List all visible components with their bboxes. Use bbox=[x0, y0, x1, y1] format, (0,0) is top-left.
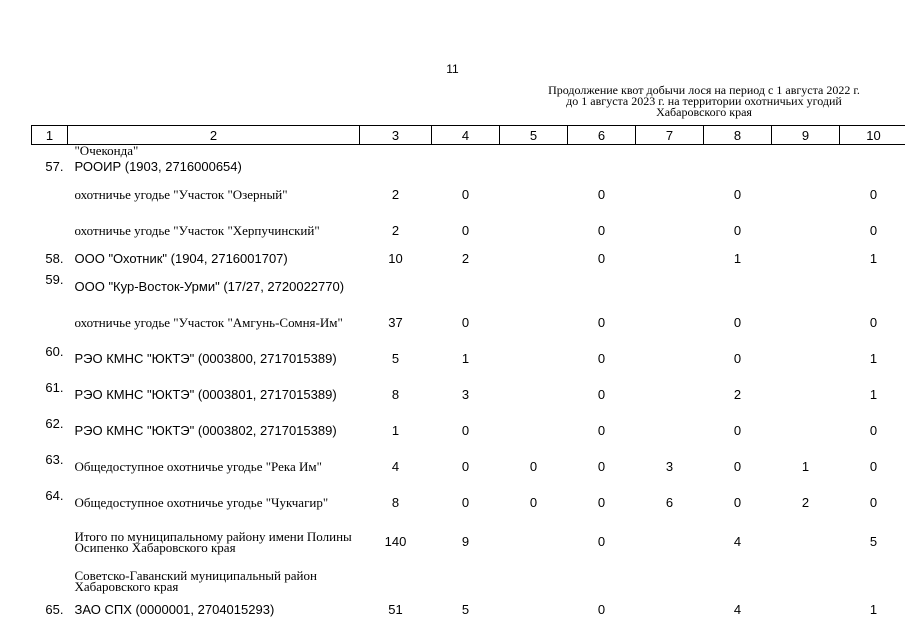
row-number: 58. bbox=[45, 250, 64, 266]
value-cell-col3: 51 bbox=[388, 601, 403, 617]
value-cell-col8: 4 bbox=[733, 601, 742, 617]
value-cell-col5: 0 bbox=[529, 494, 538, 510]
value-cell-col5 bbox=[500, 304, 568, 340]
value-cell-col10 bbox=[840, 156, 905, 176]
value-cell-col7 bbox=[636, 156, 704, 176]
value-cell-col7 bbox=[636, 145, 704, 157]
value-cell-col8: 0 bbox=[733, 350, 742, 366]
value-cell-col7 bbox=[636, 412, 704, 448]
value-cell-col3: 5 bbox=[391, 350, 400, 366]
value-cell-col6 bbox=[568, 563, 636, 599]
table-row bbox=[32, 156, 905, 176]
header-cell: 1 bbox=[32, 126, 68, 145]
value-cell-col9: 1 bbox=[801, 458, 810, 474]
value-cell-col6: 0 bbox=[597, 458, 606, 474]
value-cell-col9 bbox=[772, 340, 840, 376]
value-cell-col9: 2 bbox=[801, 494, 810, 510]
value-cell-col8: 1 bbox=[733, 250, 742, 266]
row-name: РООИР (1903, 2716000654) bbox=[74, 158, 242, 174]
value-cell-col8: 0 bbox=[733, 494, 742, 510]
header-cell: 6 bbox=[568, 126, 636, 145]
value-cell-col4: 0 bbox=[461, 186, 470, 202]
value-cell-col4: 0 bbox=[461, 422, 470, 438]
value-cell-col8 bbox=[704, 268, 772, 304]
value-cell-col4: 0 bbox=[461, 222, 470, 238]
table-row bbox=[32, 563, 905, 599]
table-row bbox=[32, 248, 905, 268]
value-cell-col8: 0 bbox=[733, 186, 742, 202]
value-cell-col4: 5 bbox=[461, 601, 470, 617]
row-number bbox=[32, 563, 68, 599]
value-cell-col7 bbox=[636, 376, 704, 412]
row-name: охотничье угодье "Участок "Амгунь-Сомня-Им" bbox=[74, 314, 343, 330]
value-cell-col10: 0 bbox=[869, 186, 878, 202]
value-cell-col9 bbox=[772, 176, 840, 212]
value-cell-col9 bbox=[772, 599, 840, 619]
value-cell-col5 bbox=[500, 145, 568, 157]
value-cell-col6: 0 bbox=[597, 314, 606, 330]
row-number: 65. bbox=[45, 601, 64, 617]
value-cell-col10: 1 bbox=[869, 350, 878, 366]
value-cell-col6: 0 bbox=[597, 222, 606, 238]
table-row bbox=[32, 448, 905, 484]
row-name: РЭО КМНС "ЮКТЭ" (0003800, 2717015389) bbox=[74, 350, 337, 366]
value-cell-col9 bbox=[772, 563, 840, 599]
value-cell-col10: 1 bbox=[869, 601, 878, 617]
value-cell-col6: 0 bbox=[597, 386, 606, 402]
table-row bbox=[32, 268, 905, 304]
row-number: 63. bbox=[45, 452, 64, 467]
row-name: РЭО КМНС "ЮКТЭ" (0003802, 2717015389) bbox=[74, 422, 337, 438]
value-cell-col9 bbox=[772, 156, 840, 176]
value-cell-col3: 10 bbox=[388, 250, 403, 266]
table-row bbox=[32, 412, 905, 448]
value-cell-col3: 2 bbox=[391, 186, 400, 202]
value-cell-col4 bbox=[432, 268, 500, 304]
value-cell-col8 bbox=[704, 563, 772, 599]
value-cell-col3: 2 bbox=[391, 222, 400, 238]
value-cell-col7: 6 bbox=[665, 494, 674, 510]
value-cell-col4: 1 bbox=[461, 350, 470, 366]
value-cell-col9 bbox=[772, 268, 840, 304]
value-cell-col10: 1 bbox=[869, 386, 878, 402]
value-cell-col6: 0 bbox=[597, 350, 606, 366]
value-cell-col9 bbox=[772, 248, 840, 268]
value-cell-col10: 1 bbox=[869, 250, 878, 266]
row-number bbox=[32, 145, 68, 157]
value-cell-col7 bbox=[636, 248, 704, 268]
table-row bbox=[32, 176, 905, 212]
table-subtitle: Продолжение квот добычи лося на период с 1 августа 2022 г. до 1 августа 2023 г. на территории охотничьих угодий Хабаровского края bbox=[548, 83, 860, 119]
value-cell-col6: 0 bbox=[597, 534, 606, 549]
value-cell-col5 bbox=[500, 156, 568, 176]
value-cell-col6: 0 bbox=[597, 186, 606, 202]
value-cell-col9 bbox=[772, 376, 840, 412]
value-cell-col10 bbox=[840, 563, 905, 599]
value-cell-col8: 4 bbox=[733, 534, 742, 549]
value-cell-col10: 0 bbox=[869, 314, 878, 330]
value-cell-col7 bbox=[636, 176, 704, 212]
row-number: 59. bbox=[45, 272, 64, 287]
row-name: РЭО КМНС "ЮКТЭ" (0003801, 2717015389) bbox=[74, 386, 337, 402]
value-cell-col7 bbox=[636, 304, 704, 340]
value-cell-col4: 3 bbox=[461, 386, 470, 402]
value-cell-col5 bbox=[500, 248, 568, 268]
row-number bbox=[32, 176, 68, 212]
row-name: Советско-Гаванский муниципальный район Хабаровского края bbox=[74, 568, 317, 594]
value-cell-col4 bbox=[432, 156, 500, 176]
value-cell-col9 bbox=[772, 145, 840, 157]
table-row bbox=[32, 484, 905, 520]
value-cell-col5 bbox=[500, 599, 568, 619]
row-name: охотничье угодье "Участок "Озерный" bbox=[74, 186, 288, 202]
header-cell: 8 bbox=[704, 126, 772, 145]
row-name: Общедоступное охотничье угодье "Чукчагир" bbox=[74, 494, 329, 510]
value-cell-col7 bbox=[636, 268, 704, 304]
header-cell: 2 bbox=[68, 126, 360, 145]
header-cell: 4 bbox=[432, 126, 500, 145]
value-cell-col3: 8 bbox=[391, 386, 400, 402]
value-cell-col10: 5 bbox=[869, 534, 878, 549]
header-cell: 3 bbox=[360, 126, 432, 145]
row-number bbox=[32, 304, 68, 340]
value-cell-col4: 0 bbox=[461, 494, 470, 510]
row-number bbox=[32, 212, 68, 248]
value-cell-col3: 140 bbox=[384, 534, 407, 549]
value-cell-col6: 0 bbox=[597, 250, 606, 266]
value-cell-col4: 2 bbox=[461, 250, 470, 266]
header-cell: 9 bbox=[772, 126, 840, 145]
value-cell-col7: 3 bbox=[665, 458, 674, 474]
value-cell-col7 bbox=[636, 599, 704, 619]
row-name: ЗАО СПХ (0000001, 2704015293) bbox=[74, 601, 275, 617]
row-number: 62. bbox=[45, 416, 64, 431]
value-cell-col7 bbox=[636, 340, 704, 376]
value-cell-col3 bbox=[360, 268, 432, 304]
value-cell-col6: 0 bbox=[597, 422, 606, 438]
value-cell-col7 bbox=[636, 563, 704, 599]
value-cell-col4: 9 bbox=[461, 534, 470, 549]
value-cell-col4: 0 bbox=[461, 458, 470, 474]
value-cell-col8: 0 bbox=[733, 222, 742, 238]
row-name: Общедоступное охотничье угодье "Река Им" bbox=[74, 458, 322, 474]
value-cell-col5 bbox=[500, 176, 568, 212]
value-cell-col3 bbox=[360, 563, 432, 599]
quota-table bbox=[31, 125, 905, 619]
value-cell-col10: 0 bbox=[869, 494, 878, 510]
value-cell-col5 bbox=[500, 412, 568, 448]
value-cell-col5 bbox=[500, 520, 568, 563]
value-cell-col6 bbox=[568, 156, 636, 176]
value-cell-col7 bbox=[636, 212, 704, 248]
header-cell: 5 bbox=[500, 126, 568, 145]
value-cell-col8: 2 bbox=[733, 386, 742, 402]
table-body bbox=[32, 145, 905, 620]
row-number bbox=[32, 520, 68, 563]
row-number: 60. bbox=[45, 344, 64, 359]
value-cell-col7 bbox=[636, 520, 704, 563]
row-name: ООО "Кур-Восток-Урми" (17/27, 2720022770) bbox=[74, 278, 345, 294]
table-row bbox=[32, 340, 905, 376]
table-row bbox=[32, 376, 905, 412]
value-cell-col5 bbox=[500, 563, 568, 599]
value-cell-col8 bbox=[704, 156, 772, 176]
table-row bbox=[32, 304, 905, 340]
value-cell-col9 bbox=[772, 520, 840, 563]
value-cell-col10 bbox=[840, 268, 905, 304]
table-row bbox=[32, 212, 905, 248]
value-cell-col8 bbox=[704, 145, 772, 157]
value-cell-col3: 4 bbox=[391, 458, 400, 474]
value-cell-col4: 0 bbox=[461, 314, 470, 330]
row-name: охотничье угодье "Участок "Херпучинский" bbox=[74, 222, 320, 238]
header-row bbox=[32, 126, 905, 145]
table-row bbox=[32, 599, 905, 619]
value-cell-col6: 0 bbox=[597, 494, 606, 510]
value-cell-col9 bbox=[772, 412, 840, 448]
row-number: 61. bbox=[45, 380, 64, 395]
value-cell-col5 bbox=[500, 340, 568, 376]
row-name: "Очеконда" bbox=[74, 143, 139, 158]
header-cell: 7 bbox=[636, 126, 704, 145]
value-cell-col6: 0 bbox=[597, 601, 606, 617]
value-cell-col10 bbox=[840, 145, 905, 157]
table-row bbox=[32, 520, 905, 563]
value-cell-col5 bbox=[500, 376, 568, 412]
value-cell-col5: 0 bbox=[529, 458, 538, 474]
value-cell-col8: 0 bbox=[733, 314, 742, 330]
value-cell-col5 bbox=[500, 268, 568, 304]
value-cell-col5 bbox=[500, 212, 568, 248]
row-number: 64. bbox=[45, 488, 64, 503]
row-name: Итого по муниципальному району имени Полины Осипенко Хабаровского края bbox=[74, 528, 352, 555]
value-cell-col3: 8 bbox=[391, 494, 400, 510]
value-cell-col3 bbox=[360, 156, 432, 176]
value-cell-col9 bbox=[772, 304, 840, 340]
value-cell-col4 bbox=[432, 145, 500, 157]
header-cell: 10 bbox=[840, 126, 905, 145]
value-cell-col4 bbox=[432, 563, 500, 599]
row-number: 57. bbox=[45, 158, 64, 174]
value-cell-col8: 0 bbox=[733, 458, 742, 474]
value-cell-col6 bbox=[568, 268, 636, 304]
value-cell-col3: 37 bbox=[388, 314, 403, 330]
value-cell-col6 bbox=[568, 145, 636, 157]
value-cell-col3: 1 bbox=[391, 422, 400, 438]
value-cell-col10: 0 bbox=[869, 422, 878, 438]
value-cell-col10: 0 bbox=[869, 458, 878, 474]
page-number: 11 bbox=[446, 62, 459, 76]
value-cell-col8: 0 bbox=[733, 422, 742, 438]
value-cell-col10: 0 bbox=[869, 222, 878, 238]
value-cell-col9 bbox=[772, 212, 840, 248]
value-cell-col3 bbox=[360, 145, 432, 157]
row-name: ООО "Охотник" (1904, 2716001707) bbox=[74, 250, 288, 266]
table-row bbox=[32, 145, 905, 157]
